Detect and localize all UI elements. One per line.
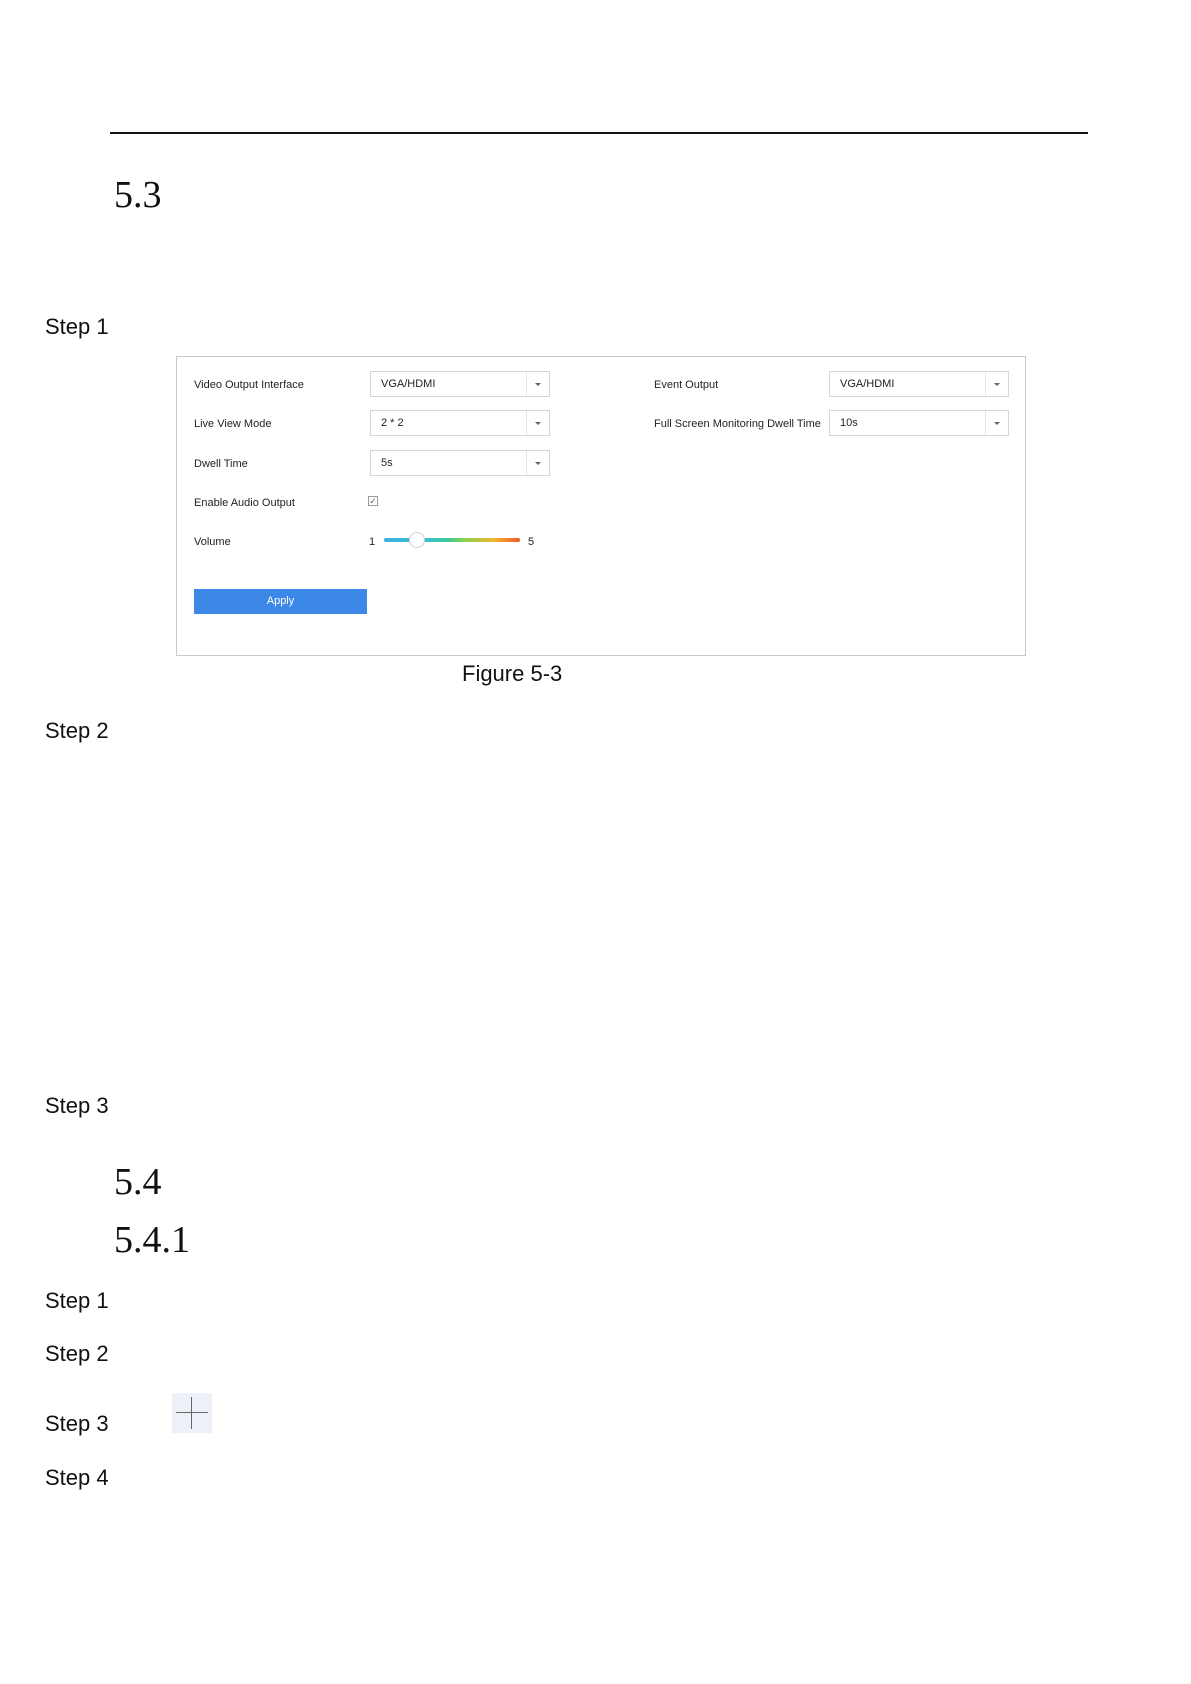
section-heading-5-3: 5.3: [114, 174, 162, 216]
figure-caption: Figure 5-3: [462, 661, 563, 686]
apply-button[interactable]: Apply: [194, 589, 367, 614]
volume-max-label: 5: [528, 536, 535, 548]
step-label: Step 3: [45, 1093, 109, 1118]
step-label: Step 3: [45, 1411, 109, 1436]
live-view-mode-value: 2 * 2: [381, 417, 404, 429]
live-view-mode-select[interactable]: [370, 410, 550, 436]
chevron-down-icon: [526, 451, 549, 475]
enable-audio-output-label: Enable Audio Output: [194, 497, 295, 509]
chevron-down-icon: [526, 372, 549, 396]
step-label: Step 4: [45, 1465, 109, 1490]
video-output-interface-label: Video Output Interface: [194, 379, 304, 391]
video-output-interface-value: VGA/HDMI: [381, 378, 436, 390]
volume-min-label: 1: [369, 536, 376, 548]
dwell-time-select[interactable]: [370, 450, 550, 476]
add-icon: [172, 1393, 212, 1433]
volume-label: Volume: [194, 536, 231, 548]
step-label: Step 1: [45, 1288, 109, 1313]
video-output-interface-select[interactable]: [370, 371, 550, 397]
full-screen-dwell-label: Full Screen Monitoring Dwell Time: [654, 418, 821, 430]
chevron-down-icon: [526, 411, 549, 435]
volume-slider-track[interactable]: [384, 538, 520, 542]
step-label: Step 2: [45, 1341, 109, 1366]
full-screen-dwell-value: 10s: [840, 417, 858, 429]
volume-slider-thumb[interactable]: [409, 532, 425, 548]
step-label: Step 1: [45, 314, 109, 339]
step-label: Step 2: [45, 718, 109, 743]
output-settings-figure: [176, 356, 1026, 656]
enable-audio-output-checkbox[interactable]: ✓: [369, 496, 377, 506]
full-screen-dwell-select[interactable]: [829, 410, 1009, 436]
event-output-label: Event Output: [654, 379, 719, 391]
dwell-time-value: 5s: [381, 457, 393, 469]
live-view-mode-label: Live View Mode: [194, 418, 272, 430]
chevron-down-icon: [985, 372, 1008, 396]
dwell-time-label: Dwell Time: [194, 458, 248, 470]
event-output-select[interactable]: [829, 371, 1009, 397]
chevron-down-icon: [985, 411, 1008, 435]
header-rule: [110, 132, 1088, 134]
section-heading-5-4-1: 5.4.1: [114, 1219, 190, 1261]
event-output-value: VGA/HDMI: [840, 378, 895, 390]
section-heading-5-4: 5.4: [114, 1161, 162, 1203]
